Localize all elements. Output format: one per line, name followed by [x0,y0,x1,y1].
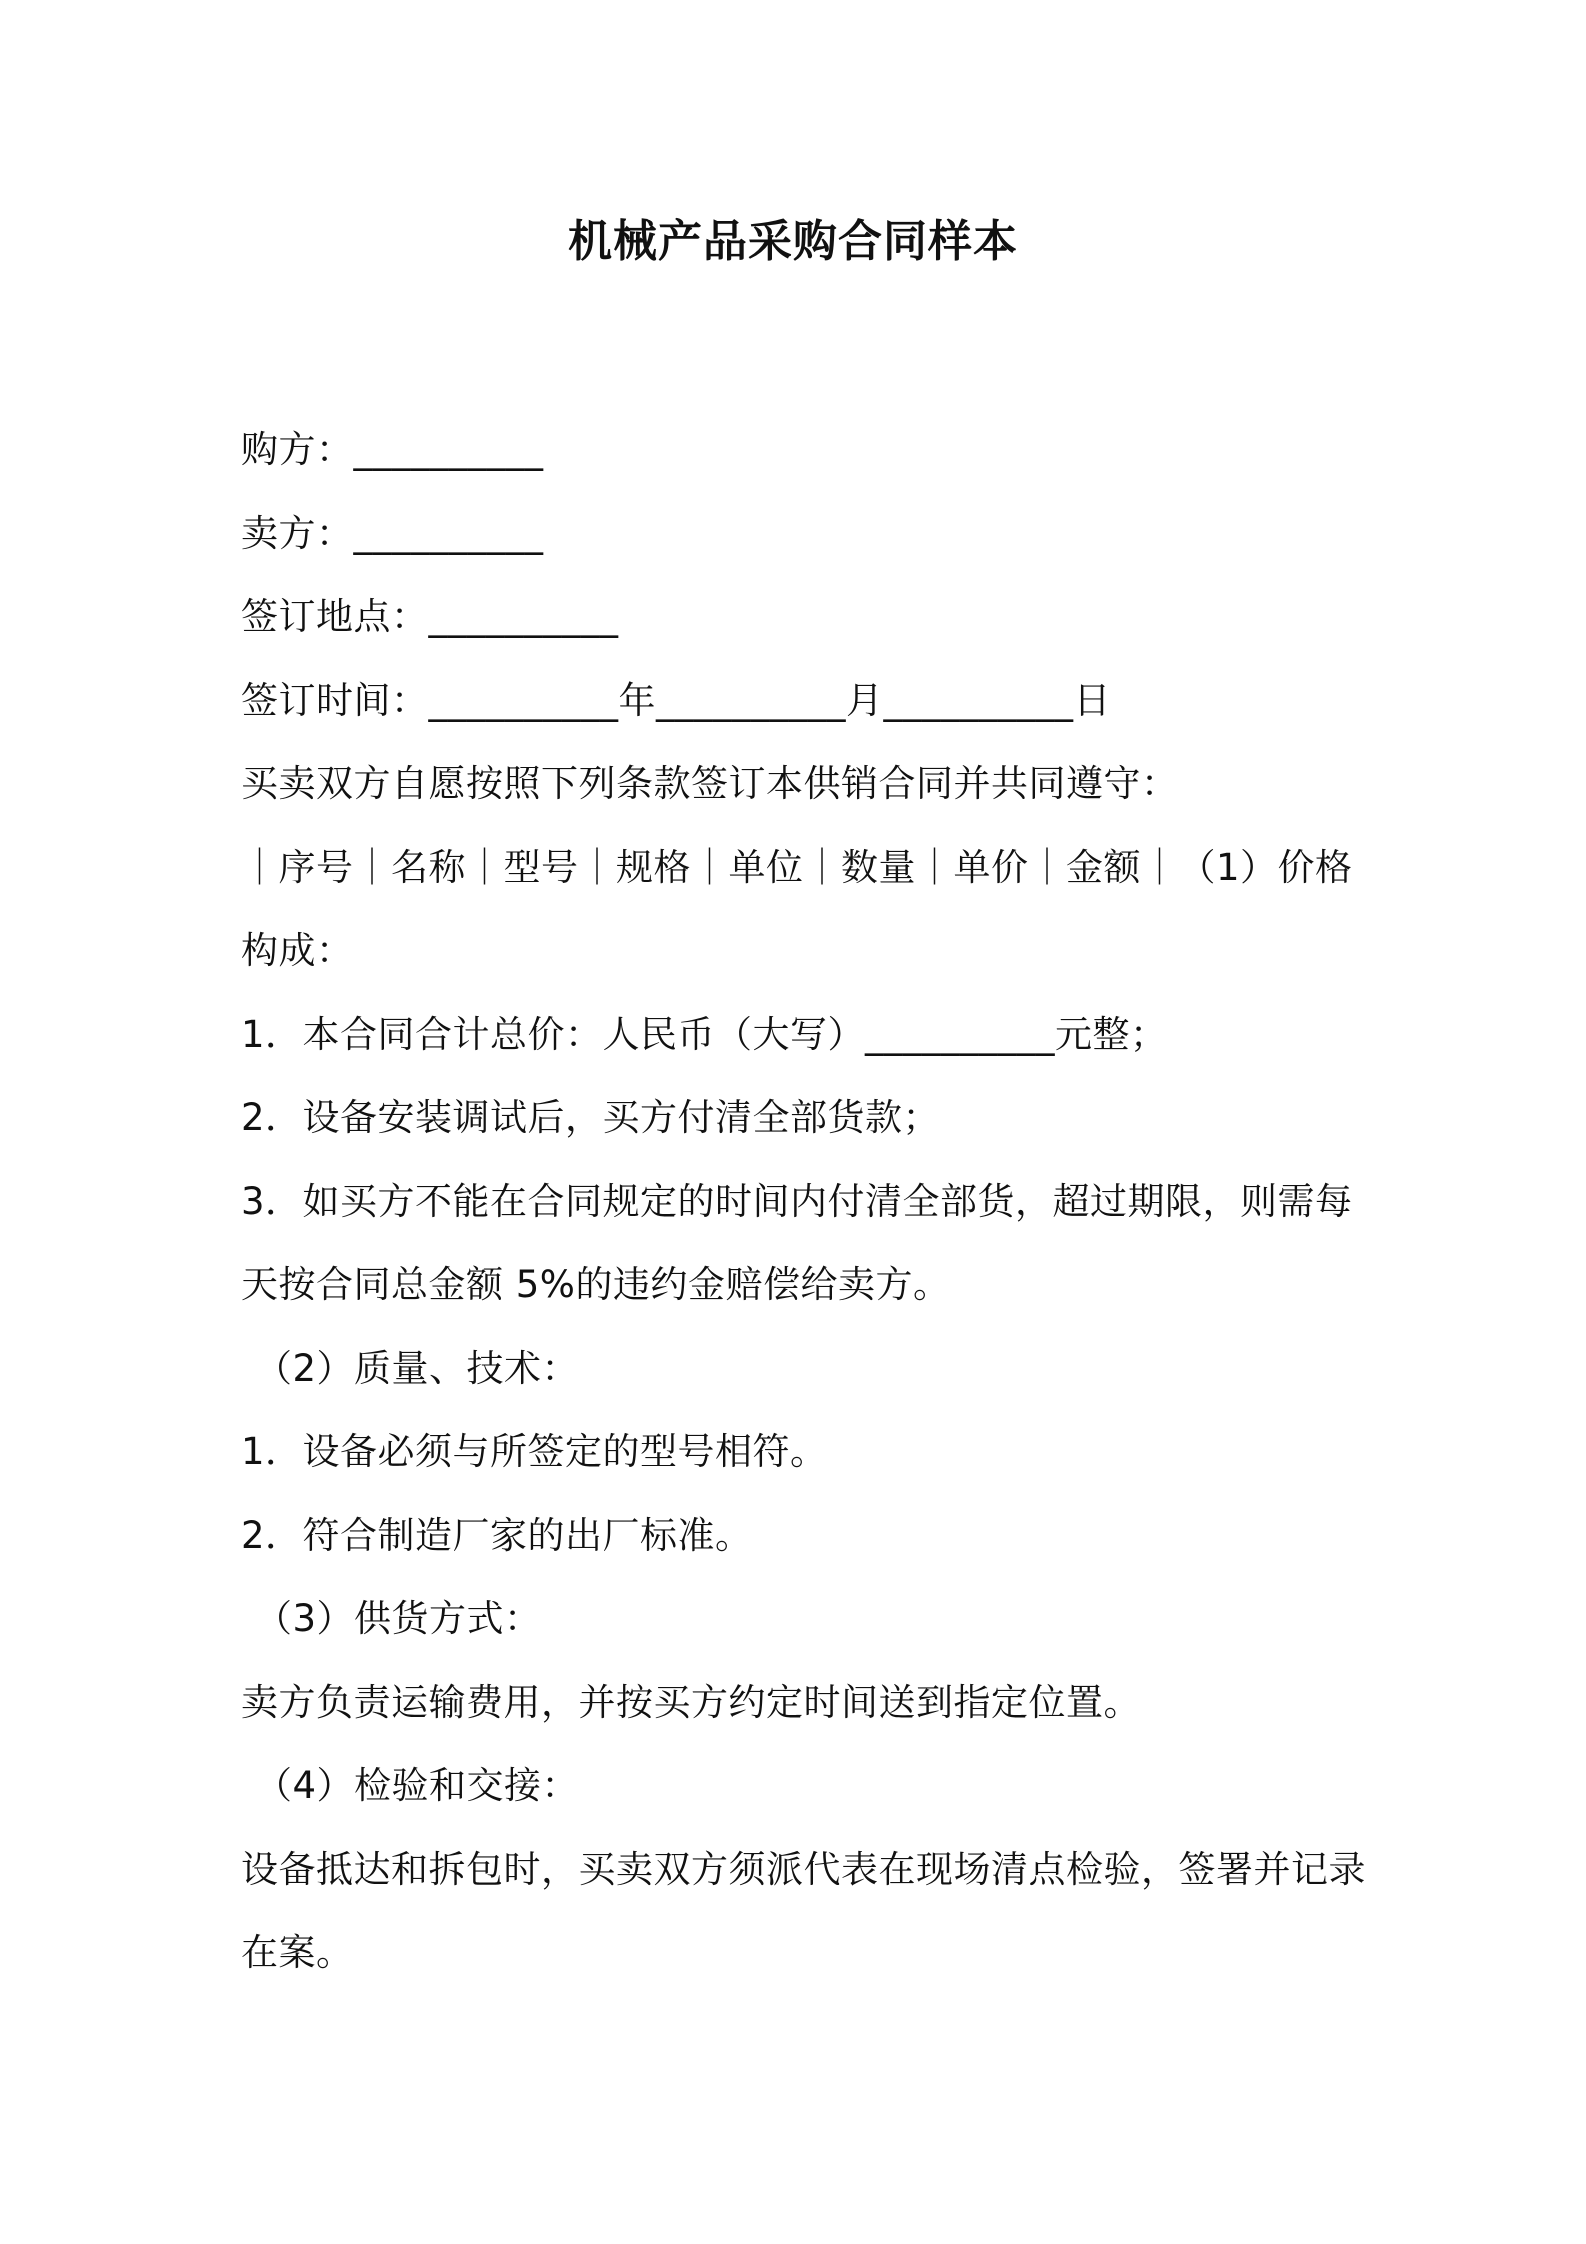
price-item-1: 1．本合同合计总价：人民币（大写）__________元整； [241,1012,1168,1056]
price-item-3b: 天按合同总金额 5%的违约金赔偿给卖方。 [241,1263,951,1306]
inspection-text-b: 在案。 [241,1931,354,1974]
sign-place-line: 签订地点：__________ [241,595,619,638]
price-composition-line: 构成： [241,929,354,972]
price-item-2: 2．设备安装调试后，买方付清全部货款； [241,1096,941,1139]
table-header-line: ｜序号｜名称｜型号｜规格｜单位｜数量｜单价｜金额｜（1）价格 [241,845,1353,889]
price-item-3a: 3．如买方不能在合同规定的时间内付清全部货，超过期限，则需每 [241,1179,1353,1223]
sign-time-line: 签订时间：__________年__________月__________日 [241,678,1111,722]
quality-item-2: 2．符合制造厂家的出厂标准。 [241,1513,753,1557]
document-title: 机械产品采购合同样本 [568,216,1018,267]
supply-heading: （3）供货方式： [255,1597,542,1640]
document-body [241,408,1366,1995]
inspection-heading: （4）检验和交接： [255,1764,580,1807]
seller-line: 卖方：__________ [241,511,544,555]
preamble-line: 买卖双方自愿按照下列条款签订本供销合同并共同遵守： [241,762,1179,805]
inspection-text-a: 设备抵达和拆包时，买卖双方须派代表在现场清点检验，签署并记录 [241,1847,1366,1891]
supply-text: 卖方负责运输费用，并按买方约定时间送到指定位置。 [241,1680,1141,1724]
quality-item-1: 1．设备必须与所签定的型号相符。 [241,1430,828,1473]
quality-heading: （2）质量、技术： [255,1346,580,1390]
buyer-line: 购方：__________ [241,428,544,471]
